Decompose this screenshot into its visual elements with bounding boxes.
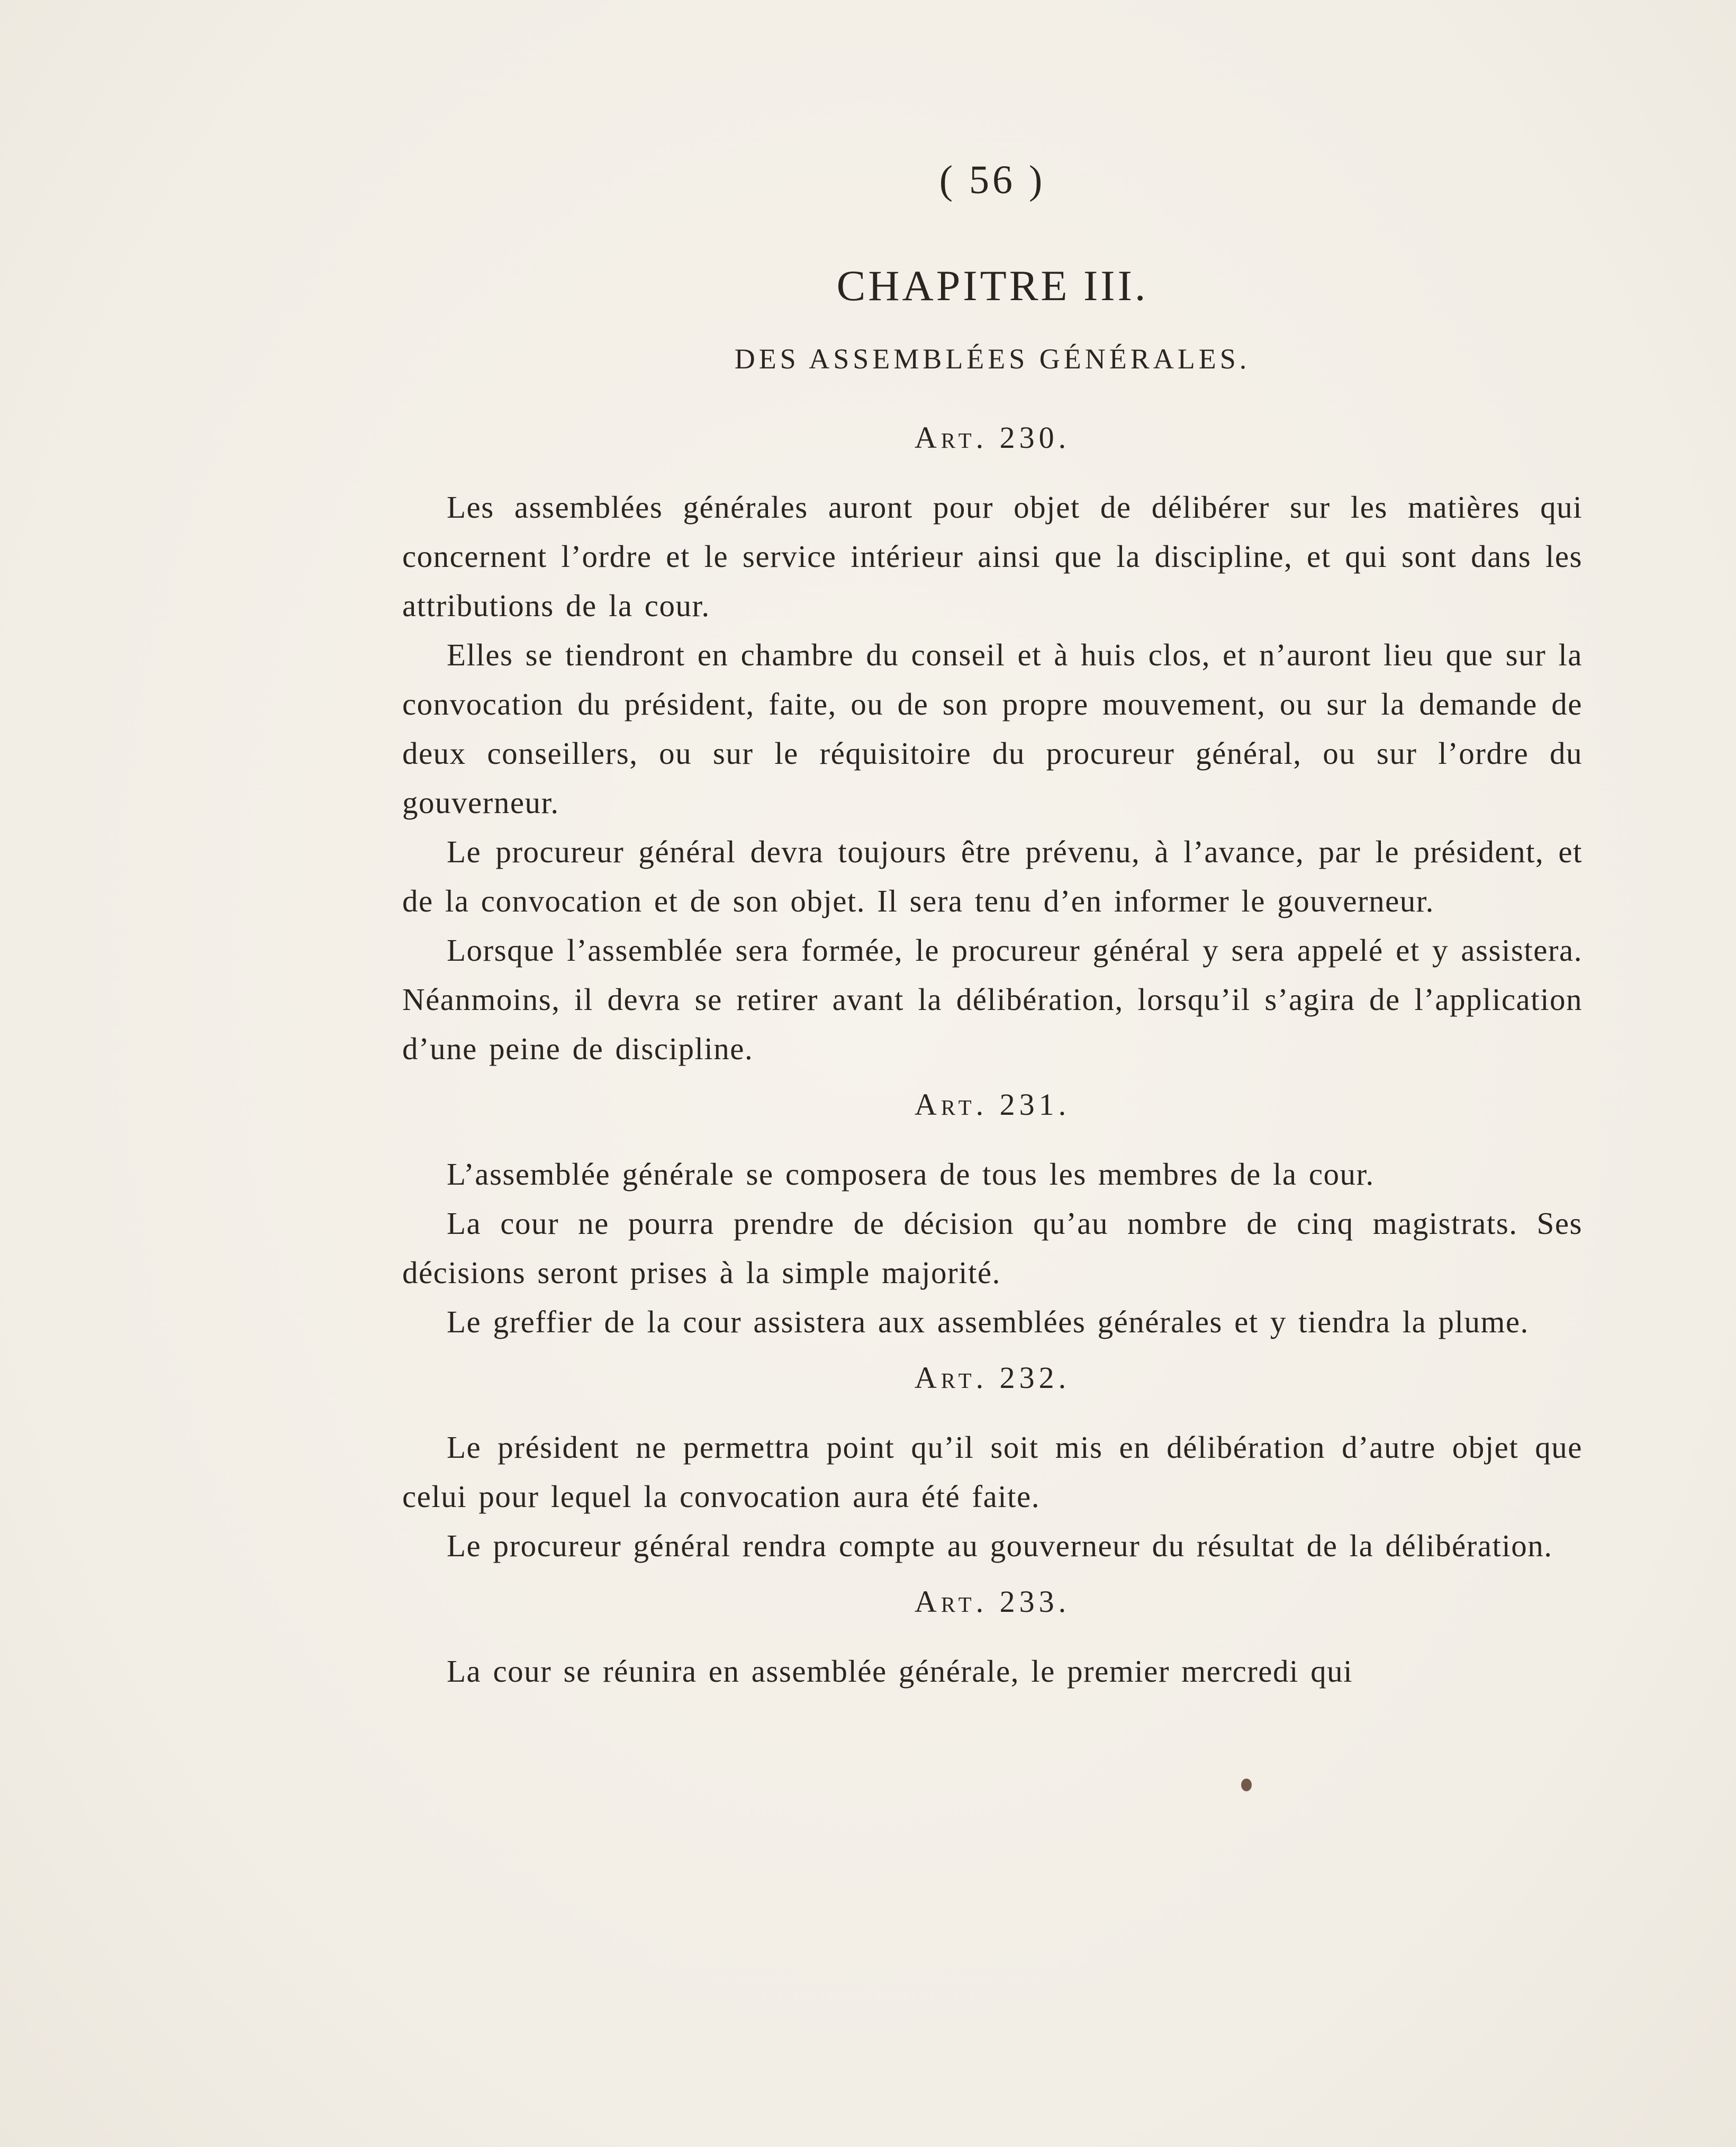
- paragraph: La cour se réunira en assemblée générale, le premier mercredi qui: [447, 1654, 1353, 1689]
- section-title: DES ASSEMBLÉES GÉNÉRALES.: [734, 343, 1251, 375]
- article-body-232: [402, 1423, 1583, 1571]
- article-heading-231: Art. 231.: [914, 1087, 1071, 1122]
- text-block: [402, 154, 1583, 1703]
- paragraph: Le président ne permettra point qu’il soit mis en délibération d’autre objet que celui pour lequel la convocation aura été faite.: [402, 1430, 1583, 1514]
- paragraph: Le greffier de la cour assistera aux assemblées générales et y tiendra la plume.: [447, 1304, 1529, 1339]
- paragraph: La cour ne pourra prendre de décision qu’au nombre de cinq magistrats. Ses décisions seront prises à la simple majorité.: [402, 1206, 1583, 1290]
- article-heading-230: Art. 230.: [914, 420, 1071, 455]
- paragraph: Le procureur général rendra compte au gouverneur du résultat de la délibération.: [447, 1528, 1553, 1563]
- paragraph: Lorsque l’assemblée sera formée, le procureur général y sera appelé et y assistera. Néanmoins, il devra se retirer avant la délibération, lorsqu’il s’agira de l’application d’une peine de discipline.: [402, 933, 1583, 1066]
- article-body-230: [402, 483, 1583, 1074]
- paragraph: Les assemblées générales auront pour objet de délibérer sur les matières qui concernent l’ordre et le service intérieur ainsi que la discipline, et qui sont dans les attributions de la cour.: [402, 490, 1583, 623]
- article-body-233: [402, 1647, 1583, 1696]
- ink-blemish: [1241, 1779, 1252, 1791]
- article-body-231: [402, 1150, 1583, 1347]
- article-heading-232: Art. 232.: [914, 1360, 1071, 1395]
- paragraph: Elles se tiendront en chambre du conseil et à huis clos, et n’auront lieu que sur la convocation du président, faite, ou de son propre mouvement, ou sur la demande de deux conseillers, ou sur le réquisitoire du procureur général, ou sur l’ordre du gouverneur.: [402, 637, 1583, 820]
- chapter-title: CHAPITRE III.: [836, 261, 1149, 310]
- article-heading-233: Art. 233.: [914, 1584, 1071, 1619]
- paragraph: L’assemblée générale se composera de tous les membres de la cour.: [447, 1157, 1375, 1192]
- page-number: ( 56 ): [939, 158, 1046, 202]
- paragraph: Le procureur général devra toujours être prévenu, à l’avance, par le président, et de la convocation et de son objet. Il sera tenu d’en informer le gouverneur.: [402, 834, 1583, 918]
